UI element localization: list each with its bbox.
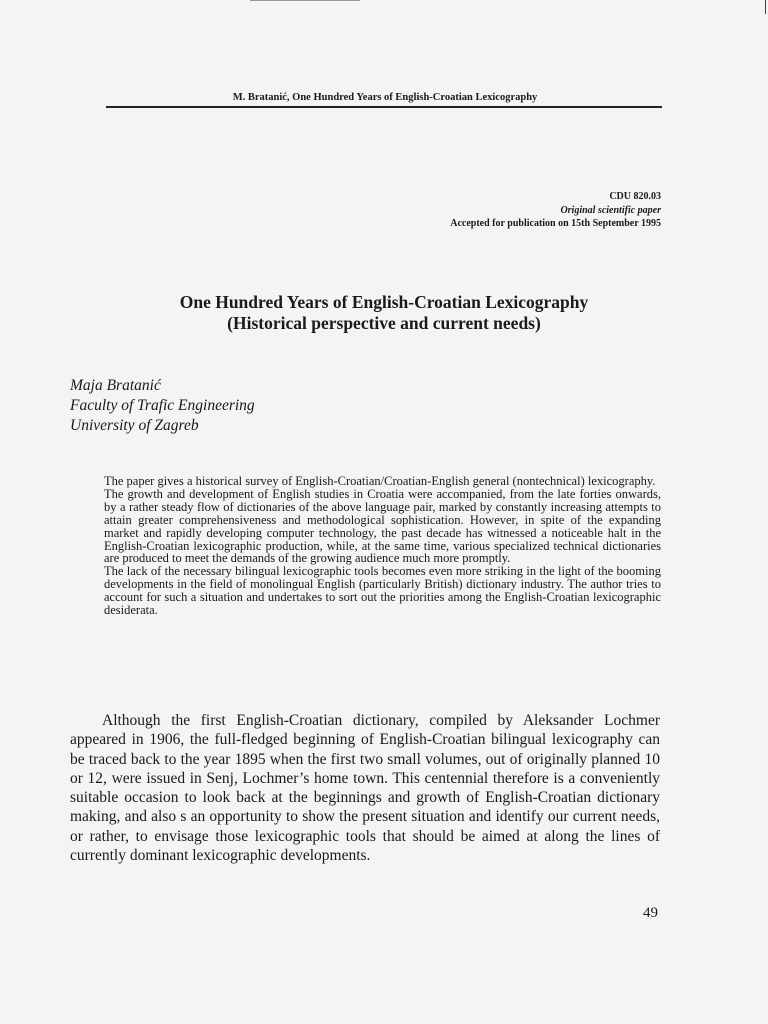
cdu-code: CDU 820.03: [609, 191, 661, 202]
title-subtitle: (Historical perspective and current needs): [227, 313, 541, 333]
acceptance-note: Accepted for publication on 15th September 1995: [450, 218, 661, 229]
article-title: [70, 292, 698, 334]
author-faculty: Faculty of Trafic Engineering: [70, 397, 255, 414]
author-name: Maja Bratanić: [70, 377, 161, 394]
abstract: [104, 475, 661, 617]
author-university: University of Zagreb: [70, 417, 199, 434]
abstract-paragraph: The lack of the necessary bilingual lexicographic tools becomes even more striking in the light of the booming developments in the field of monolingual English (particularly British) dictionary industry. The author tries to account for such a situation and undertakes to sort out the priorities among the English-Croatian lexicographic desiderata.: [104, 564, 661, 618]
paper-type: Original scientific paper: [560, 204, 661, 216]
scan-top-rule: [250, 0, 360, 1]
running-head-rule: [106, 106, 662, 108]
abstract-paragraph: The growth and development of English studies in Croatia were accompanied, from the late forties onwards, by a rather steady flow of dictionaries of the above language pair, marked by constantly increasing attempts to attain greater comprehensiveness and methodological sophistication. However, in spite of the expanding market and rapidly developing computer technology, the past decade has witnessed a noticeable halt in the English-Croatian lexicographic production, while, at the same time, various specialized technical dictionaries are produced to meet the demands of the growing audience much more promptly.: [104, 486, 661, 566]
article-meta: [450, 190, 661, 231]
running-head: M. Bratanić, One Hundred Years of English-Croatian Lexicography: [232, 92, 538, 103]
page-number: 49: [643, 905, 658, 921]
author-block: [70, 376, 255, 436]
title-main: One Hundred Years of English-Croatian Lexicography: [179, 292, 589, 312]
abstract-paragraph: The paper gives a historical survey of English-Croatian/Croatian-English general (nontechnical) lexicography.: [104, 474, 656, 488]
scan-edge-mark: [765, 0, 766, 14]
body-paragraph: Although the first English-Croatian dictionary, compiled by Aleksander Lochmer appeared in 1906, the full-fledged beginning of English-Croatian bilingual lexicography can be traced back to the year 1895 when the first two small volumes, out of originally planned 10 or 12, were issued in Senj, Lochmer’s home town. This centennial therefore is a conveniently suitable occasion to look back at the beginnings and growth of English-Croatian dictionary making, and also s an opportunity to show the present situation and identify our current needs, or rather, to envisage those lexicographic tools that should be aimed at along the lines of currently dominant lexicographic developments.: [70, 712, 660, 865]
body-text: [70, 711, 660, 865]
